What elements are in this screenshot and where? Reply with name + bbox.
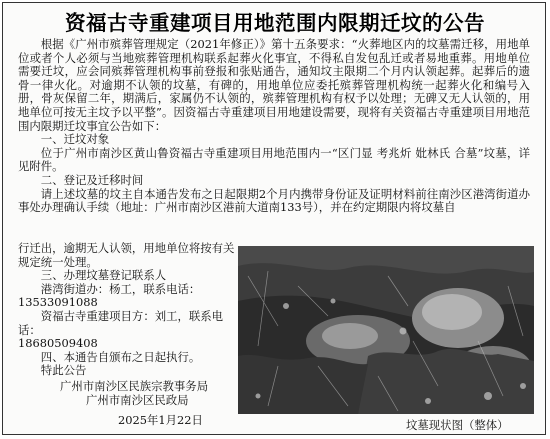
contact2-phone: 18680509408 bbox=[18, 336, 98, 351]
section1-body: 位于广州市南沙区黄山鲁资福古寺重建项目用地范围内一“区门显 考兆炘 妣林氏 合墓”坟墓，详见附件。 bbox=[18, 145, 530, 174]
contact1-phone: 13533091088 bbox=[18, 295, 98, 310]
contact2-label: 资福古寺重建项目方：刘工，联系电话： bbox=[18, 308, 224, 337]
notice-intro: 根据《广州市殡葬管理规定（2021年修正）》第十五条要求：“火葬地区内的坟墓需迁移，用地单位或者个人必须与当地殡葬管理机构联系起葬火化事宜，不得私自发包乱迁或者易地重葬。用地单位需要迁坟，应会同殡葬管理机构事前登报和张贴通告，通知坟主限期二个月内认领起葬。起葬后的遗骨一律火化。对逾期不认领的坟墓，有碑的，用地单位应委托殡葬管理机构统一起葬火化和编号入册，骨灰保留二年，期满后，家属仍不认领的，殡葬管理机构有权予以处理；无碑又无人认领的，用地单位可按无主坟予以平整”。因资福古寺重建项目用地建设需要，现将有关资福古寺重建项目用地范围内限期迁坟事宜公告如下： bbox=[18, 37, 530, 133]
section2-body: 请上述坟墓的坟主自本通告发布之日起限期2个月内携带身份证及证明材料前往南沙区港湾街道办事处办理确认手续（地址：广州市南沙区港前大道南133号），并在约定期限内将坟墓自 bbox=[18, 186, 530, 215]
grave-photo bbox=[238, 246, 534, 414]
issuer-2: 广州市南沙区民政局 bbox=[86, 393, 189, 407]
section4-text: 四、本通告自颁布之日起执行。 bbox=[40, 349, 201, 364]
issuer-1: 广州市南沙区民族宗教事务局 bbox=[60, 379, 209, 393]
section2-heading: 二、登记及迁移时间 bbox=[40, 172, 144, 187]
notice-body bbox=[18, 38, 530, 215]
section3-heading: 三、办理坟墓登记联系人 bbox=[40, 268, 167, 283]
closing-text: 特此公告 bbox=[40, 363, 87, 378]
section1-heading: 一、迁坟对象 bbox=[40, 132, 110, 147]
contact1-label: 港湾街道办：杨工，联系电话： bbox=[40, 281, 201, 296]
photo-caption: 坟墓现状图（整体） bbox=[406, 418, 509, 432]
section2-body-continued: 行迁出，逾期无人认领，用地单位将按有关规定统一处理。 bbox=[18, 241, 235, 269]
notice-left-column bbox=[18, 242, 236, 378]
notice-title: 资福古寺重建项目用地范围内限期迁坟的公告 bbox=[65, 11, 485, 35]
notice-date: 2025年1月22日 bbox=[118, 413, 203, 427]
